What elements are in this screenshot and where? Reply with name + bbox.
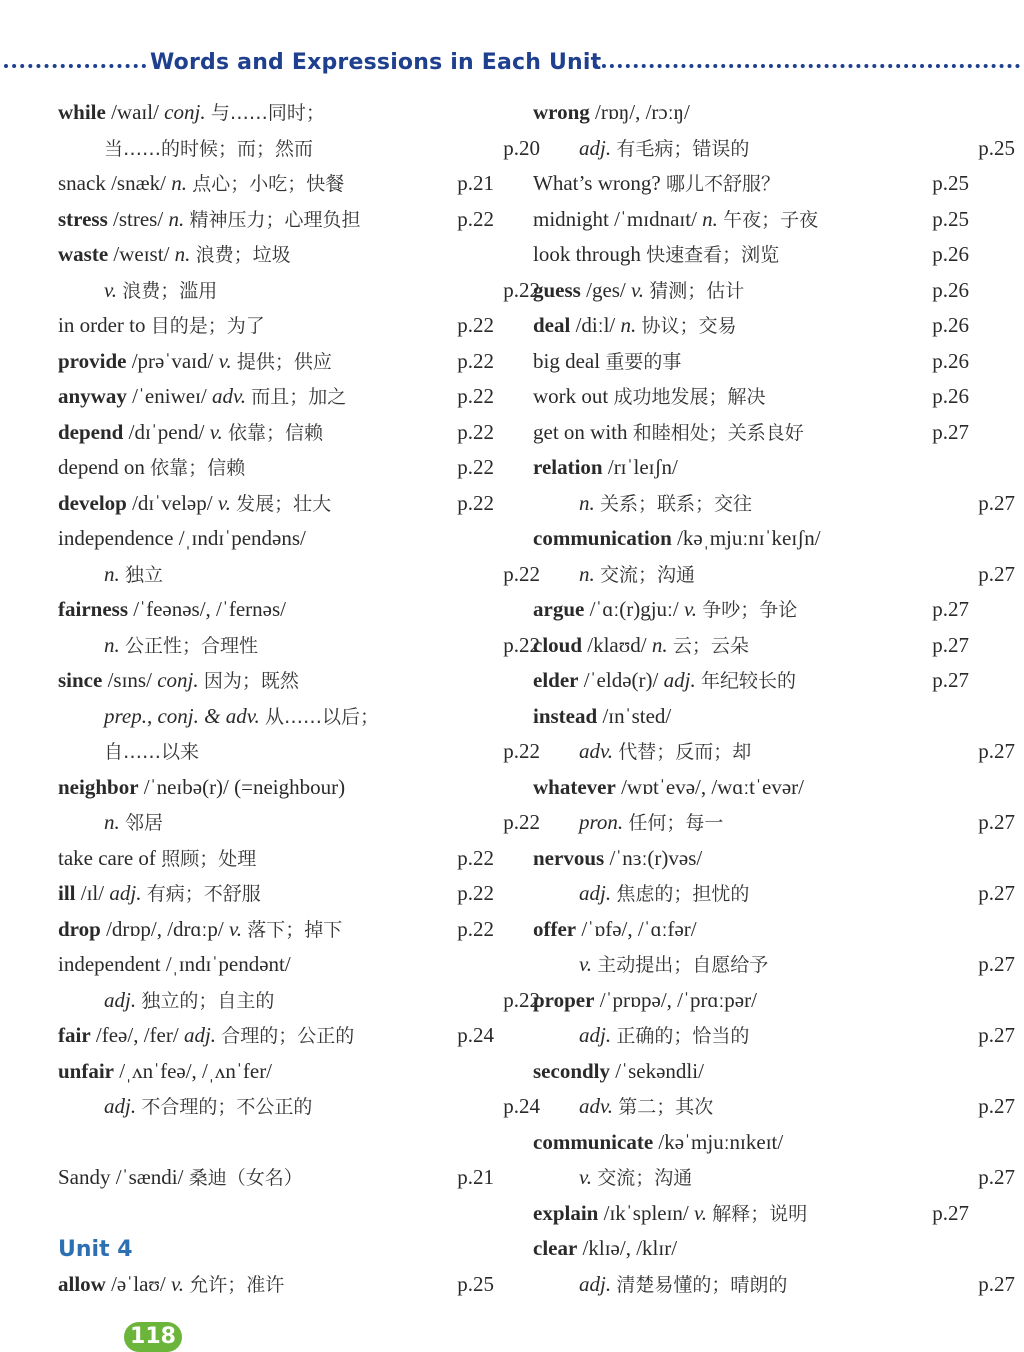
page-reference: p.22	[503, 810, 540, 834]
page-reference: p.22	[503, 561, 540, 586]
page-reference: p.24	[503, 1094, 540, 1118]
headword: work out	[533, 384, 609, 408]
phonetic: /weɪst/	[113, 242, 170, 266]
headword: since	[58, 668, 103, 692]
page-reference: p.27	[978, 1165, 1015, 1189]
part-of-speech: v.	[579, 952, 593, 976]
vocab-entry	[533, 378, 969, 414]
definition: 关系；联系；交往	[600, 492, 753, 515]
headword: depend	[58, 419, 124, 444]
definition: 当……的时候；而；然而	[104, 137, 314, 160]
page-reference: p.22	[457, 490, 494, 515]
phonetic: /diːl/	[575, 313, 616, 337]
part-of-speech: n.	[171, 171, 187, 195]
headword: depend on	[58, 455, 145, 479]
vocab-entry	[58, 662, 494, 698]
definition: 有病；不舒服	[146, 883, 261, 905]
page-reference: p.27	[932, 419, 969, 444]
phonetic: /ɪkˈspleɪn/	[603, 1200, 689, 1225]
vocab-column-right	[533, 94, 1015, 1314]
vocab-entry	[58, 485, 494, 521]
entry-continuation	[58, 982, 540, 1018]
definition: 浪费；垃圾	[195, 244, 291, 266]
vocab-entry	[58, 840, 494, 876]
definition: 云；云朵	[672, 634, 749, 657]
part-of-speech: adj.	[109, 881, 142, 905]
headword: Sandy	[58, 1165, 111, 1189]
vocab-entry	[58, 875, 494, 911]
phonetic: /ˈfeənəs/, /ˈfernəs/	[133, 597, 287, 621]
headword: What’s wrong?	[533, 171, 661, 195]
vocab-entry	[58, 1017, 494, 1053]
headword: clear	[533, 1236, 578, 1260]
entry-continuation	[533, 556, 1015, 592]
definition: 任何；每一	[628, 812, 724, 834]
definition: 有毛病；错误的	[616, 137, 750, 160]
dotted-rule-right	[594, 64, 1020, 68]
definition: 目的是；为了	[150, 315, 265, 337]
definition: 精神压力；心理负担	[189, 208, 361, 231]
vocab-entry	[533, 201, 969, 237]
phonetic: /kəˈmjuːnɪkeɪt/	[658, 1129, 784, 1154]
phonetic: /dɪˈpend/	[128, 419, 205, 444]
headword: communication	[533, 526, 672, 550]
vocab-entry	[58, 449, 494, 485]
phonetic: /wɒtˈevə/, /wɑːtˈevər/	[621, 774, 804, 799]
headword: secondly	[533, 1058, 611, 1083]
definition: 发展；壮大	[236, 492, 332, 515]
vocab-entry	[533, 591, 969, 627]
headword: nervous	[533, 845, 605, 870]
page-reference: p.22	[457, 845, 494, 870]
entry-continuation	[533, 485, 1015, 521]
definition: 点心；小吃；快餐	[192, 173, 345, 195]
vocab-entry	[58, 343, 494, 379]
headword: relation	[533, 455, 603, 479]
vocab-entry	[533, 698, 969, 734]
headword: offer	[533, 916, 577, 941]
vocab-entry	[533, 982, 969, 1018]
definition: 落下；掉下	[247, 918, 343, 941]
vocab-entry	[58, 1053, 494, 1089]
page-reference: p.27	[978, 1023, 1015, 1047]
part-of-speech: v.	[228, 916, 242, 941]
definition: 代替；反而；却	[618, 741, 752, 763]
page-reference: p.24	[457, 1023, 494, 1047]
part-of-speech: n.	[174, 242, 191, 266]
vocab-entry	[533, 662, 969, 698]
headword: look through	[533, 242, 641, 266]
definition: 允许；准许	[189, 1273, 285, 1296]
part-of-speech: n.	[579, 561, 595, 586]
page-reference: p.27	[978, 561, 1015, 586]
definition: 依靠；信赖	[227, 421, 323, 444]
part-of-speech: v.	[171, 1271, 185, 1296]
definition: 照顾；处理	[161, 847, 257, 870]
definition: 独立	[125, 563, 164, 586]
headword: fairness	[58, 597, 128, 621]
part-of-speech: n.	[104, 632, 120, 657]
phonetic: /ˈmɪdnaɪt/	[614, 206, 697, 231]
phonetic: /ˌɪndɪˈpendəns/	[178, 526, 306, 550]
phonetic: /ˈeldə(r)/	[583, 668, 659, 692]
entry-continuation	[58, 733, 540, 769]
vocab-entry	[533, 94, 969, 130]
part-of-speech: adj.	[579, 1023, 612, 1047]
definition: 与……同时；	[210, 102, 325, 124]
definition: 成功地发展；解决	[613, 386, 766, 408]
dotted-rule-left	[4, 64, 146, 68]
part-of-speech: v.	[218, 348, 232, 373]
phonetic: /sɪns/	[107, 668, 152, 692]
page-reference: p.21	[457, 171, 494, 195]
page-reference: p.27	[978, 1271, 1015, 1296]
definition: 提供；供应	[236, 350, 332, 373]
vocab-entry	[533, 627, 969, 663]
part-of-speech: n.	[702, 206, 718, 231]
part-of-speech: adj.	[104, 987, 137, 1012]
section-header	[0, 48, 1024, 84]
headword: whatever	[533, 774, 616, 799]
headword: guess	[533, 277, 581, 302]
definition: 午夜；子夜	[723, 208, 819, 231]
page-reference: p.25	[932, 171, 969, 195]
phonetic: /stres/	[113, 206, 164, 231]
part-of-speech: conj.	[164, 100, 206, 124]
phonetic: /ˈnɜː(r)vəs/	[609, 845, 703, 870]
page-reference: p.26	[932, 313, 969, 337]
phonetic: /əˈlaʊ/	[111, 1271, 166, 1296]
headword: waste	[58, 242, 109, 266]
phonetic: /prəˈvaɪd/	[131, 348, 214, 373]
definition: 浪费；滥用	[122, 279, 218, 302]
vocab-entry	[533, 1053, 969, 1089]
page-reference: p.27	[978, 952, 1015, 976]
part-of-speech: n.	[104, 561, 120, 586]
phonetic: /ɪl/	[80, 881, 105, 905]
vocab-entry	[58, 1266, 494, 1302]
page-reference: p.22	[457, 419, 494, 444]
definition: 猜测；估计	[649, 279, 745, 302]
vocab-column-left	[58, 94, 540, 1314]
phonetic: /waɪl/	[111, 100, 159, 124]
definition: 交流；沟通	[600, 563, 696, 586]
headword: midnight	[533, 206, 609, 231]
part-of-speech: adv.	[212, 384, 247, 408]
vocab-entry	[533, 272, 969, 308]
phonetic: /ˈprɒpə/, /ˈprɑːpər/	[599, 987, 757, 1012]
part-of-speech: n.	[579, 490, 595, 515]
definition: 自……以来	[104, 741, 200, 763]
vocab-entry	[58, 1159, 494, 1195]
headword: explain	[533, 1200, 599, 1225]
definition: 独立的；自主的	[141, 989, 275, 1012]
page-reference: p.27	[978, 1094, 1015, 1118]
page-reference: p.26	[932, 277, 969, 302]
headword: unfair	[58, 1058, 115, 1083]
entry-continuation	[533, 1266, 1015, 1302]
page-reference: p.22	[503, 632, 540, 657]
definition: 争吵；争论	[702, 599, 798, 621]
page-reference: p.22	[503, 987, 540, 1012]
headword: anyway	[58, 384, 127, 408]
part-of-speech: v.	[631, 277, 645, 302]
page-reference: p.25	[457, 1271, 494, 1296]
part-of-speech: prep., conj. & adv.	[104, 703, 260, 728]
part-of-speech: v.	[217, 490, 231, 515]
vocab-entry	[533, 236, 969, 272]
definition: 因为；既然	[203, 670, 299, 692]
vocab-entry	[58, 165, 494, 201]
phonetic: /snæk/	[111, 171, 166, 195]
page-reference: p.20	[503, 135, 540, 160]
definition: 而且；加之	[251, 386, 347, 408]
vocab-entry	[533, 1230, 969, 1266]
page-reference: p.27	[978, 739, 1015, 763]
definition: 正确的；恰当的	[616, 1025, 750, 1047]
part-of-speech: adj.	[663, 668, 696, 692]
vocab-entry	[58, 911, 494, 947]
part-of-speech: adv.	[579, 739, 614, 763]
headword: snack	[58, 171, 106, 195]
part-of-speech: adj.	[579, 881, 612, 905]
definition: 桑迪（女名）	[188, 1167, 303, 1189]
phonetic: /rɪˈleɪʃn/	[607, 455, 678, 479]
entry-continuation	[533, 804, 1015, 840]
headword: big deal	[533, 348, 601, 373]
definition: 不合理的；不公正的	[141, 1096, 313, 1118]
entry-continuation	[58, 804, 540, 840]
entry-continuation	[58, 272, 540, 308]
entry-continuation	[533, 946, 1015, 982]
page-reference: p.27	[978, 881, 1015, 905]
entry-continuation	[533, 1017, 1015, 1053]
headword: independence	[58, 526, 174, 550]
vocab-entry	[533, 449, 969, 485]
headword: independent	[58, 952, 161, 976]
headword: in order to	[58, 313, 146, 337]
phonetic: /drɒp/, /drɑːp/	[106, 916, 224, 941]
headword: drop	[58, 916, 101, 941]
part-of-speech: v.	[209, 419, 223, 444]
part-of-speech: adj.	[579, 1271, 612, 1296]
phonetic: /klɪə/, /klɪr/	[582, 1236, 678, 1260]
entry-continuation	[533, 130, 1015, 166]
vocab-entry	[58, 201, 494, 237]
phonetic: /ˈsændi/	[115, 1165, 184, 1189]
page-reference: p.22	[457, 455, 494, 479]
vocab-entry	[58, 520, 494, 556]
part-of-speech: conj.	[157, 668, 199, 692]
vocab-entry	[533, 1124, 969, 1160]
headword: ill	[58, 881, 76, 905]
entry-continuation	[58, 698, 540, 734]
headword: provide	[58, 348, 127, 373]
vocab-entry	[58, 769, 494, 805]
entry-continuation	[58, 556, 540, 592]
section-title: Words and Expressions in Each Unit	[150, 50, 602, 75]
phonetic: /feə/, /fer/	[95, 1023, 179, 1047]
headword: stress	[58, 206, 108, 231]
phonetic: /ˈeniweɪ/	[132, 384, 207, 408]
part-of-speech: adj.	[183, 1023, 217, 1047]
vocab-entry	[58, 236, 494, 272]
page-reference: p.21	[457, 1165, 494, 1189]
phonetic: /ˈɒfə/, /ˈɑːfər/	[581, 916, 697, 941]
entry-continuation	[58, 627, 540, 663]
part-of-speech: v.	[579, 1165, 593, 1189]
vocab-entry	[58, 591, 494, 627]
page-reference: p.26	[932, 348, 969, 373]
headword: elder	[533, 668, 579, 692]
headword: fair	[58, 1023, 91, 1047]
page-reference: p.22	[457, 206, 494, 231]
entry-continuation	[533, 875, 1015, 911]
page-reference: p.27	[978, 490, 1015, 515]
definition: 主动提出；自愿给予	[597, 954, 769, 976]
part-of-speech: pron.	[579, 810, 624, 834]
phonetic: /ˌʌnˈfeə/, /ˌʌnˈfer/	[119, 1058, 273, 1083]
headword: develop	[58, 490, 127, 515]
entry-continuation	[58, 130, 540, 166]
definition: 清楚易懂的；晴朗的	[616, 1273, 788, 1296]
headword: get on with	[533, 419, 628, 444]
headword: argue	[533, 597, 585, 621]
definition: 解释；说明	[712, 1202, 808, 1225]
headword: communicate	[533, 1129, 654, 1154]
definition: 快速查看；浏览	[646, 244, 780, 266]
vocab-entry	[58, 307, 494, 343]
vocab-entry	[533, 414, 969, 450]
headword: allow	[58, 1271, 106, 1296]
phonetic: /ɪnˈsted/	[602, 703, 672, 728]
vocab-entry	[533, 769, 969, 805]
headword: cloud	[533, 632, 583, 657]
definition: 和睦相处；关系良好	[632, 421, 804, 444]
definition: 合理的；公正的	[221, 1025, 355, 1047]
vocab-entry	[533, 911, 969, 947]
part-of-speech: adv.	[579, 1094, 614, 1118]
definition: 重要的事	[605, 350, 682, 373]
definition: 焦虑的；担忧的	[616, 883, 750, 905]
part-of-speech: n.	[620, 313, 637, 337]
vocab-entry	[533, 840, 969, 876]
page-reference: p.22	[457, 313, 494, 337]
page-reference: p.26	[932, 242, 969, 266]
part-of-speech: adj.	[579, 135, 612, 160]
phonetic: /ˌɪndɪˈpendənt/	[165, 952, 291, 976]
part-of-speech: n.	[168, 206, 185, 231]
part-of-speech: n.	[104, 810, 120, 834]
page-reference: p.25	[932, 206, 969, 231]
page-reference: p.22	[503, 739, 540, 763]
page-reference: p.27	[978, 810, 1015, 834]
page-reference: p.27	[932, 1200, 969, 1225]
vocab-entry	[58, 94, 494, 130]
vocab-entry	[533, 307, 969, 343]
definition: 年纪较长的	[700, 670, 796, 692]
vocab-entry	[58, 378, 494, 414]
vocab-entry	[533, 520, 969, 556]
unit-heading: Unit 4	[58, 1237, 133, 1262]
headword: wrong	[533, 100, 590, 124]
page-reference: p.22	[457, 916, 494, 941]
definition: 公正性；合理性	[125, 634, 259, 657]
headword: neighbor	[58, 774, 139, 799]
definition: 依靠；信赖	[150, 457, 246, 479]
page-reference: p.22	[457, 348, 494, 373]
definition: 交流；沟通	[597, 1167, 693, 1189]
part-of-speech: v.	[683, 597, 697, 621]
phonetic: /ˈɑː(r)gjuː/	[589, 597, 679, 621]
page-number-badge: 118	[124, 1322, 182, 1352]
phonetic: /klaʊd/	[587, 632, 647, 657]
page-reference: p.26	[932, 384, 969, 408]
page-reference: p.22	[503, 277, 540, 302]
headword: take care of	[58, 845, 156, 870]
definition: 从……以后；	[264, 705, 379, 728]
vocab-entry	[58, 414, 494, 450]
headword: proper	[533, 987, 595, 1012]
definition: 哪儿不舒服？	[665, 173, 780, 195]
page-reference: p.27	[932, 597, 969, 621]
entry-continuation	[58, 1088, 540, 1124]
headword: while	[58, 100, 106, 124]
entry-continuation	[533, 1159, 1015, 1195]
phonetic: /rɒŋ/, /rɔːŋ/	[595, 100, 690, 124]
part-of-speech: v.	[104, 277, 118, 302]
definition: 第二；其次	[618, 1096, 714, 1118]
phonetic: /ˈsekəndli/	[615, 1058, 704, 1083]
entry-continuation	[533, 1088, 1015, 1124]
page-reference: p.22	[457, 384, 494, 408]
definition: 邻居	[125, 812, 164, 834]
vocab-entry	[533, 1195, 969, 1231]
definition: 协议；交易	[641, 315, 737, 337]
headword: instead	[533, 703, 598, 728]
page-reference: p.25	[978, 135, 1015, 160]
phonetic: /kəˌmjuːnɪˈkeɪʃn/	[677, 526, 821, 550]
phonetic: /ges/	[586, 277, 626, 302]
entry-continuation	[533, 733, 1015, 769]
page-reference: p.27	[932, 668, 969, 692]
page-reference: p.22	[457, 881, 494, 905]
part-of-speech: v.	[694, 1200, 708, 1225]
phonetic: /ˈneɪbə(r)/ (=neighbour)	[143, 774, 346, 799]
vocab-entry	[533, 165, 969, 201]
part-of-speech: n.	[651, 632, 668, 657]
vocab-entry	[58, 946, 494, 982]
vocab-entry	[533, 343, 969, 379]
phonetic: /dɪˈveləp/	[132, 490, 213, 515]
part-of-speech: adj.	[104, 1094, 137, 1118]
headword: deal	[533, 313, 571, 337]
page-reference: p.27	[932, 632, 969, 657]
